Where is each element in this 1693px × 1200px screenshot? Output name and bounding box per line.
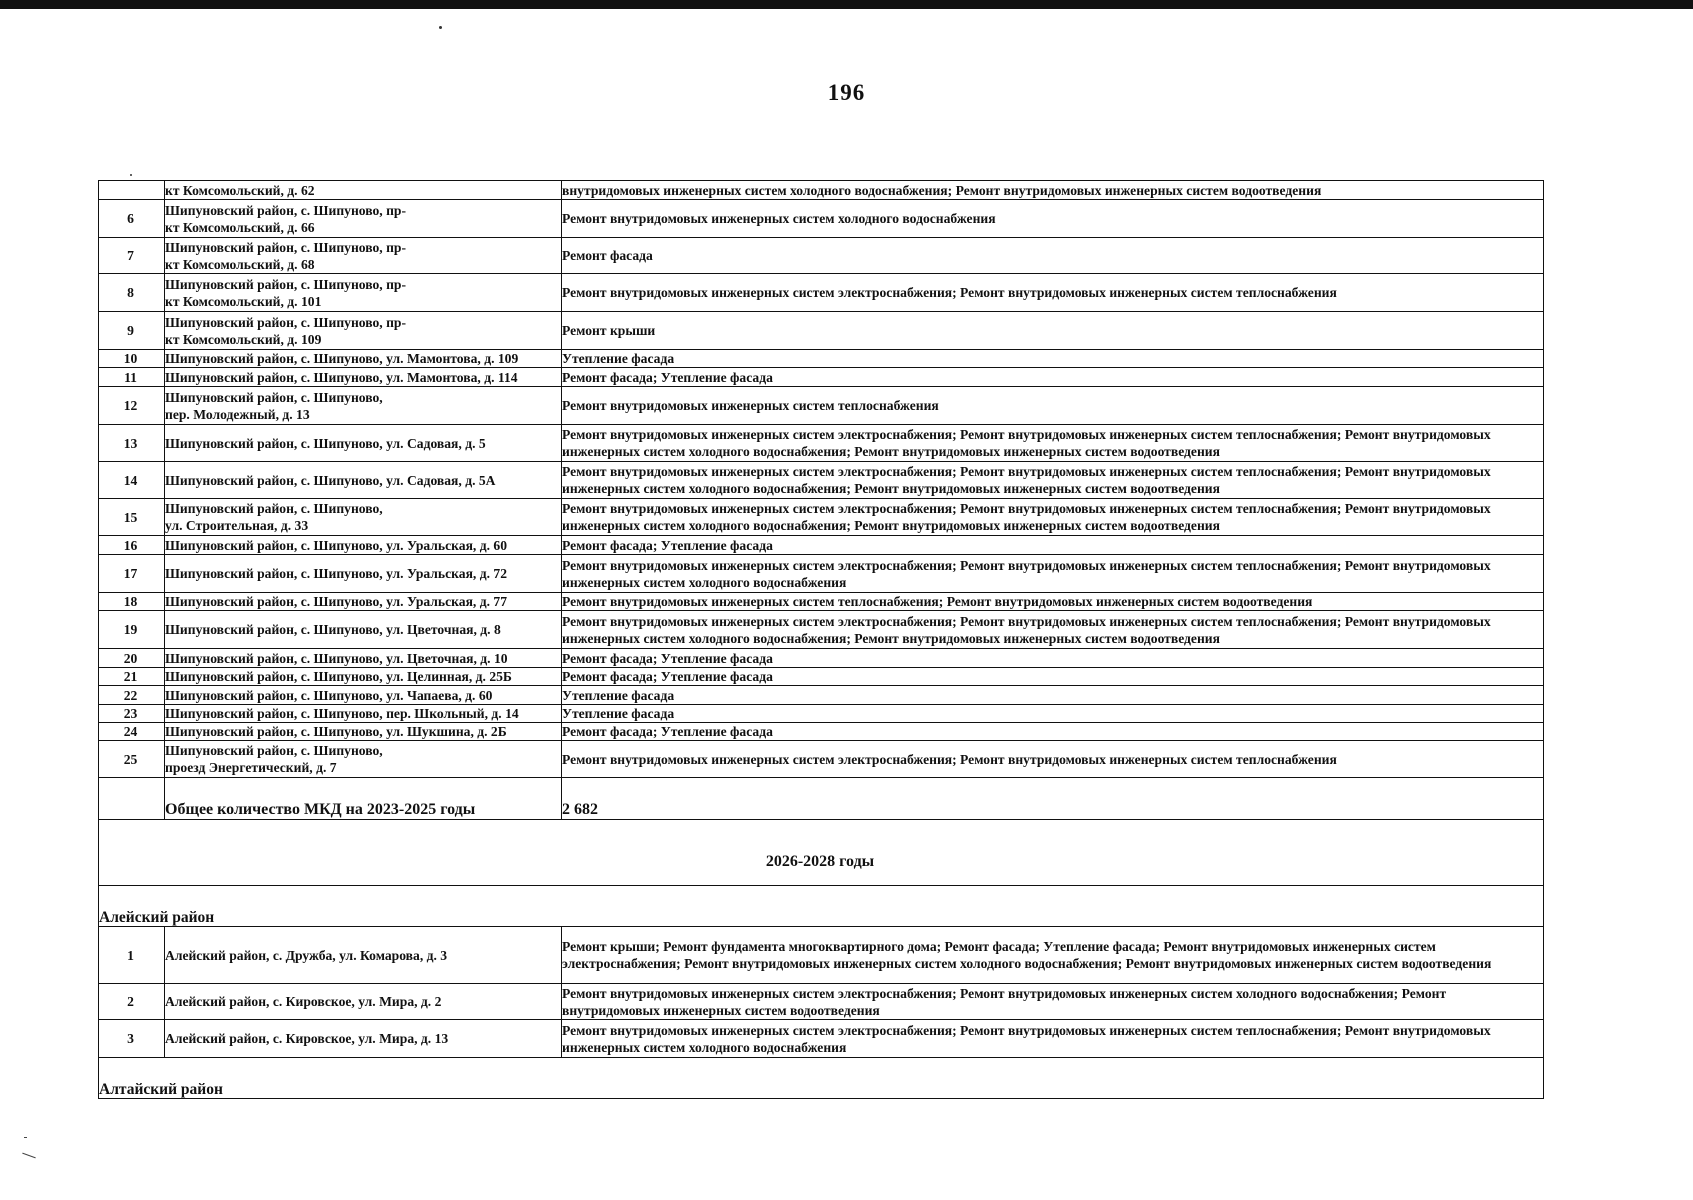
address-line: кт Комсомольский, д. 109 [165,331,322,347]
address-cell [165,425,562,462]
works-cell: Ремонт внутридомовых инженерных систем электроснабжения; Ремонт внутридомовых инженерных систем теплоснабжения; Ремонт внутридомовых инженерных систем холодного водоснабжения; Ремонт внутридомовых инженерных систем водоотведения [562,499,1544,536]
address-cell [165,462,562,499]
works-cell: Ремонт фасада; Утепление фасада [562,368,1544,387]
address-line: кт Комсомольский, д. 101 [165,293,322,309]
works-cell: Ремонт фасада; Утепление фасада [562,723,1544,741]
row-number: 6 [99,200,165,238]
row-number: 19 [99,611,165,649]
works-cell: Ремонт крыши; Ремонт фундамента многоквартирного дома; Ремонт фасада; Утепление фасада; Ремонт внутридомовых инженерных систем электроснабжения; Ремонт внутридомовых инженерных систем холодного водоснабжения; Ремонт внутридомовых инженерных систем водоотведения [562,927,1544,984]
table-row [99,499,1544,536]
total-empty [99,778,165,820]
address-cell [165,238,562,274]
row-number: 3 [99,1020,165,1058]
works-cell: Ремонт внутридомовых инженерных систем электроснабжения; Ремонт внутридомовых инженерных систем теплоснабжения; Ремонт внутридомовых инженерных систем холодного водоснабжения; Ремонт внутридомовых инженерных систем водоотведения [562,425,1544,462]
table-row [99,181,1544,200]
works-cell: внутридомовых инженерных систем холодного водоснабжения; Ремонт внутридомовых инженерных систем водоотведения [562,181,1544,200]
address-line: Алейский район, с. Кировское, ул. Мира, д. 13 [165,1031,449,1046]
address-cell [165,611,562,649]
row-number: 22 [99,686,165,705]
row-number: 9 [99,312,165,350]
table-row [99,368,1544,387]
address-line: Алейский район, с. Дружба, ул. Комарова, д. 3 [165,947,448,963]
table-row [99,555,1544,593]
total-row [99,778,1544,820]
address-cell [165,741,562,778]
table-row [99,649,1544,668]
row-number: 15 [99,499,165,536]
address-cell [165,350,562,368]
table-row [99,668,1544,686]
table-row [99,350,1544,368]
address-cell [165,723,562,741]
table-row [99,536,1544,555]
works-cell: Ремонт внутридомовых инженерных систем электроснабжения; Ремонт внутридомовых инженерных систем холодного водоснабжения; Ремонт внутридомовых инженерных систем водоотведения [562,984,1544,1020]
address-line: Шипуновский район, с. Шипуново, [165,389,383,405]
row-number: 11 [99,368,165,387]
row-number: 10 [99,350,165,368]
address-line: Шипуновский район, с. Шипуново, [165,501,383,516]
address-line: Шипуновский район, с. Шипуново, ул. Целинная, д. 25Б [165,669,512,684]
address-line: Шипуновский район, с. Шипуново, ул. Мамонтова, д. 114 [165,369,518,385]
works-cell: Ремонт внутридомовых инженерных систем теплоснабжения; Ремонт внутридомовых инженерных систем водоотведения [562,593,1544,611]
address-cell [165,705,562,723]
works-cell: Ремонт внутридомовых инженерных систем электроснабжения; Ремонт внутридомовых инженерных систем теплоснабжения [562,274,1544,312]
table-row [99,1020,1544,1058]
address-cell [165,927,562,984]
works-cell: Ремонт фасада; Утепление фасада [562,536,1544,555]
row-number [99,181,165,200]
works-cell: Ремонт фасада [562,238,1544,274]
table-row [99,593,1544,611]
table-row [99,984,1544,1020]
district-heading-row [99,1058,1544,1099]
total-value: 2 682 [562,778,1544,820]
table-row [99,705,1544,723]
works-cell: Ремонт фасада; Утепление фасада [562,668,1544,686]
row-number: 18 [99,593,165,611]
address-line: Шипуновский район, с. Шипуново, ул. Мамонтова, д. 109 [165,351,519,366]
table-row [99,723,1544,741]
address-line: пер. Молодежный, д. 13 [165,406,310,422]
row-number: 7 [99,238,165,274]
row-number: 2 [99,984,165,1020]
period-heading: 2026-2028 годы [99,820,1544,886]
works-cell: Ремонт внутридомовых инженерных систем электроснабжения; Ремонт внутридомовых инженерных систем теплоснабжения; Ремонт внутридомовых инженерных систем холодного водоснабжения; Ремонт внутридомовых инженерных систем водоотведения [562,611,1544,649]
row-number: 21 [99,668,165,686]
table-row [99,387,1544,425]
table-row [99,927,1544,984]
address-cell [165,686,562,705]
works-cell: Ремонт внутридомовых инженерных систем электроснабжения; Ремонт внутридомовых инженерных систем теплоснабжения; Ремонт внутридомовых инженерных систем холодного водоснабжения [562,555,1544,593]
address-line: ул. Строительная, д. 33 [165,518,309,533]
address-line: кт Комсомольский, д. 66 [165,219,315,235]
works-cell: Ремонт крыши [562,312,1544,350]
address-cell [165,181,562,200]
table-row [99,741,1544,778]
district-heading: Алтайский район [99,1058,1544,1099]
table-row [99,238,1544,274]
address-line: Шипуновский район, с. Шипуново, ул. Цветочная, д. 8 [165,622,501,637]
address-line: кт Комсомольский, д. 62 [165,182,315,198]
address-line: Шипуновский район, с. Шипуново, пер. Школьный, д. 14 [165,706,519,721]
table-row [99,312,1544,350]
address-cell [165,274,562,312]
address-cell [165,368,562,387]
address-cell [165,1020,562,1058]
row-number: 8 [99,274,165,312]
period-heading-row [99,820,1544,886]
address-line: кт Комсомольский, д. 68 [165,256,315,272]
address-line: Шипуновский район, с. Шипуново, ул. Цветочная, д. 10 [165,650,508,666]
row-number: 16 [99,536,165,555]
scan-top-edge [0,0,1693,9]
row-number: 23 [99,705,165,723]
address-line: Шипуновский район, с. Шипуново, ул. Уральская, д. 60 [165,537,507,553]
row-number: 13 [99,425,165,462]
address-cell [165,649,562,668]
row-number: 17 [99,555,165,593]
address-line: Шипуновский район, с. Шипуново, [165,743,383,758]
address-line: Шипуновский район, с. Шипуново, ул. Садовая, д. 5А [165,472,496,488]
address-line: Шипуновский район, с. Шипуново, пр- [165,202,407,218]
works-cell: Ремонт внутридомовых инженерных систем холодного водоснабжения [562,200,1544,238]
address-cell [165,555,562,593]
address-line: проезд Энергетический, д. 7 [165,760,337,775]
table-row [99,274,1544,312]
address-line: Шипуновский район, с. Шипуново, пр- [165,314,407,330]
address-line: Шипуновский район, с. Шипуново, ул. Уральская, д. 72 [165,566,507,581]
address-line: Шипуновский район, с. Шипуново, ул. Чапаева, д. 60 [165,687,493,703]
works-cell: Ремонт внутридомовых инженерных систем теплоснабжения [562,387,1544,425]
table-row [99,200,1544,238]
row-number: 1 [99,927,165,984]
address-cell [165,200,562,238]
address-line: Шипуновский район, с. Шипуново, пр- [165,276,407,292]
table-row [99,425,1544,462]
table-row [99,462,1544,499]
scan-mark [22,1153,35,1159]
address-line: Шипуновский район, с. Шипуново, ул. Шукшина, д. 2Б [165,724,507,739]
address-cell [165,387,562,425]
address-line: Шипуновский район, с. Шипуново, ул. Уральская, д. 77 [165,594,507,609]
address-line: Шипуновский район, с. Шипуново, ул. Садовая, д. 5 [165,435,486,451]
table-row [99,686,1544,705]
address-cell [165,499,562,536]
row-number: 12 [99,387,165,425]
row-number: 20 [99,649,165,668]
scan-mark [24,1137,27,1138]
address-cell [165,536,562,555]
page-number: 196 [827,80,866,105]
scan-speck [439,26,442,29]
works-cell: Утепление фасада [562,686,1544,705]
total-label: Общее количество МКД на 2023-2025 годы [165,778,562,820]
address-cell [165,593,562,611]
works-cell: Ремонт фасада; Утепление фасада [562,649,1544,668]
table-row [99,611,1544,649]
address-cell [165,984,562,1020]
address-line: Алейский район, с. Кировское, ул. Мира, д. 2 [165,994,442,1009]
works-cell: Утепление фасада [562,705,1544,723]
address-line: Шипуновский район, с. Шипуново, пр- [165,239,407,255]
works-cell: Утепление фасада [562,350,1544,368]
row-number: 25 [99,741,165,778]
row-number: 14 [99,462,165,499]
address-cell [165,668,562,686]
works-cell: Ремонт внутридомовых инженерных систем электроснабжения; Ремонт внутридомовых инженерных систем теплоснабжения [562,741,1544,778]
address-cell [165,312,562,350]
housing-register-table [98,180,1544,1099]
scan-speck [130,174,132,176]
works-cell: Ремонт внутридомовых инженерных систем электроснабжения; Ремонт внутридомовых инженерных систем теплоснабжения; Ремонт внутридомовых инженерных систем холодного водоснабжения [562,1020,1544,1058]
row-number: 24 [99,723,165,741]
district-heading-row [99,886,1544,927]
works-cell: Ремонт внутридомовых инженерных систем электроснабжения; Ремонт внутридомовых инженерных систем теплоснабжения; Ремонт внутридомовых инженерных систем холодного водоснабжения; Ремонт внутридомовых инженерных систем водоотведения [562,462,1544,499]
district-heading: Алейский район [99,886,1544,927]
